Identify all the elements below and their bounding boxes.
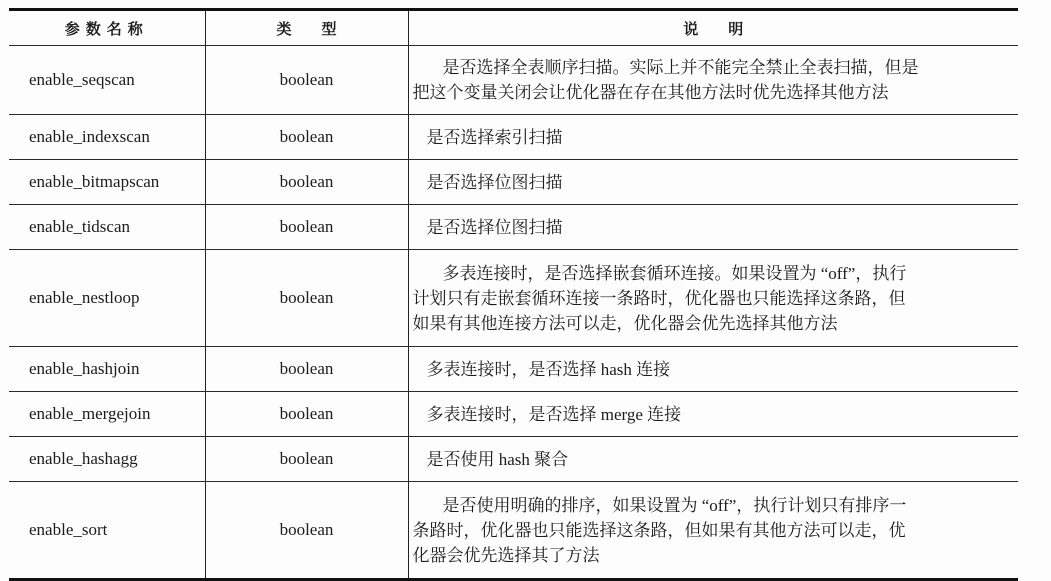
description-line: 是否使用 hash 聚合 (426, 449, 569, 469)
description-line: 多表连接时，是否选择 merge 连接 (426, 404, 682, 424)
param-name-cell: enable_tidscan (9, 205, 205, 250)
param-type-cell: boolean (205, 347, 408, 392)
description-line: 把这个变量关闭会让优化器在存在其他方法时优先选择其他方法 (412, 83, 889, 102)
table-row (9, 392, 1018, 437)
header-type: 类型 (205, 10, 408, 46)
description-line: 是否选择位图扫描 (426, 217, 563, 237)
param-type-cell: boolean (205, 205, 408, 250)
table-row (9, 115, 1018, 160)
parameter-table (9, 8, 1018, 581)
param-description-cell (408, 46, 1018, 115)
param-type-cell: boolean (205, 160, 408, 205)
table-row (9, 347, 1018, 392)
param-description-cell (408, 482, 1018, 580)
param-description-cell (408, 347, 1018, 392)
table-row (9, 205, 1018, 250)
table-row (9, 160, 1018, 205)
param-type-cell: boolean (205, 250, 408, 347)
param-name-cell: enable_hashjoin (9, 347, 205, 392)
header-description: 说明 (408, 10, 1018, 46)
param-type-cell: boolean (205, 46, 408, 115)
description-line: 条路时，优化器也只能选择这条路，但如果有其他方法可以走，优 (412, 520, 906, 540)
description-line: 是否选择全表顺序扫描。实际上并不能完全禁止全表扫描，但是 (442, 58, 919, 77)
param-description-cell (408, 205, 1018, 250)
param-type-cell: boolean (205, 392, 408, 437)
param-name-cell: enable_hashagg (9, 437, 205, 482)
param-name-cell: enable_sort (9, 482, 205, 580)
param-type-cell: boolean (205, 115, 408, 160)
description-line: 化器会优先选择其了方法 (412, 545, 600, 565)
description-line: 是否选择位图扫描 (426, 172, 563, 192)
table-header-row (9, 10, 1018, 46)
param-description-cell (408, 437, 1018, 482)
description-line: 计划只有走嵌套循环连接一条路时，优化器也只能选择这条路，但 (412, 288, 906, 308)
table-row (9, 482, 1018, 580)
table-row (9, 437, 1018, 482)
param-name-cell: enable_mergejoin (9, 392, 205, 437)
header-param-name: 参数名称 (9, 10, 205, 46)
param-description-cell (408, 250, 1018, 347)
description-line: 如果有其他连接方法可以走，优化器会优先选择其他方法 (412, 313, 838, 333)
param-name-cell: enable_seqscan (9, 46, 205, 115)
param-description-cell (408, 160, 1018, 205)
table-row (9, 250, 1018, 347)
param-description-cell (408, 115, 1018, 160)
param-type-cell: boolean (205, 482, 408, 580)
description-line: 是否使用明确的排序，如果设置为 “off”，执行计划只有排序一 (442, 495, 907, 515)
param-name-cell: enable_nestloop (9, 250, 205, 347)
description-line: 是否选择索引扫描 (426, 127, 563, 147)
table-row (9, 46, 1018, 115)
description-line: 多表连接时，是否选择嵌套循环连接。如果设置为 “off”，执行 (442, 263, 907, 283)
param-description-cell (408, 392, 1018, 437)
param-name-cell: enable_indexscan (9, 115, 205, 160)
description-line: 多表连接时，是否选择 hash 连接 (426, 359, 671, 379)
param-type-cell: boolean (205, 437, 408, 482)
param-name-cell: enable_bitmapscan (9, 160, 205, 205)
